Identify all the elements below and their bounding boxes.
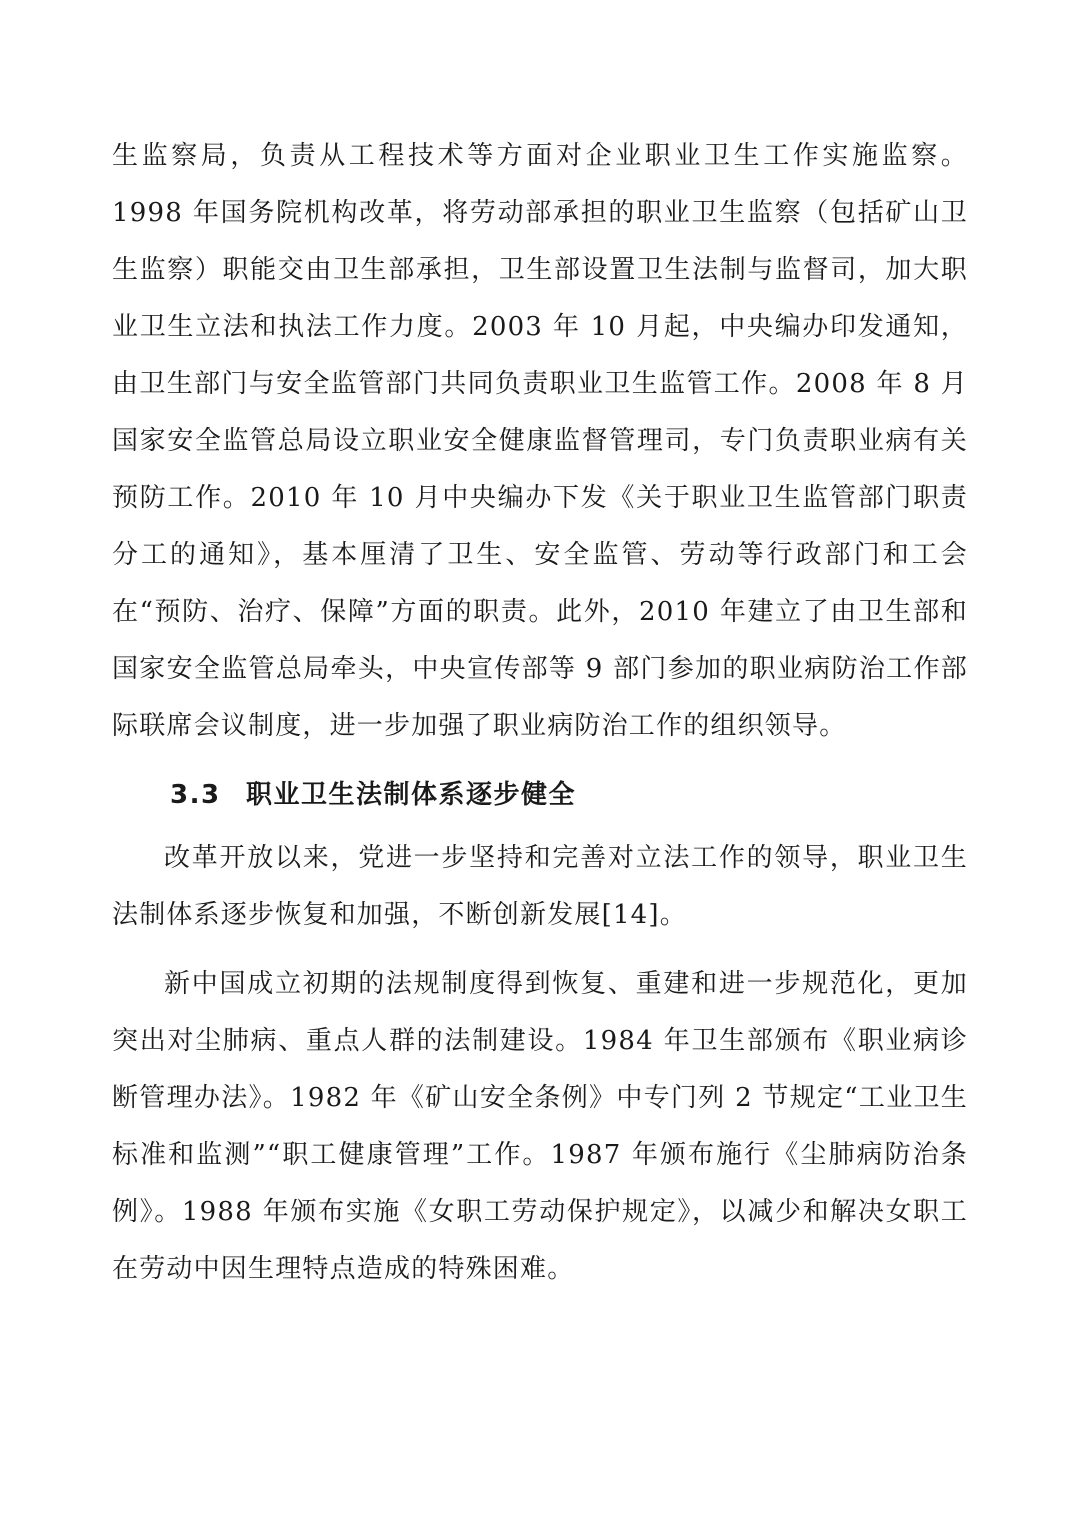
paragraph-continued: 生监察局，负责从工程技术等方面对企业职业卫生工作实施监察。1998 年国务院机构改革，将劳动部承担的职业卫生监察（包括矿山卫生监察）职能交由卫生部承担，卫生部设置卫生法制与监督司，加大职业卫生立法和执法工作力度。2003 年 10 月起，中央编办印发通知，由卫生部门与安全监管部门共同负责职业卫生监管工作。2008 年 8 月国家安全监管总局设立职业安全健康监督管理司，专门负责职业病有关预防工作。2010 年 10 月中央编办下发《关于职业卫生监管部门职责分工的通知》，基本厘清了卫生、安全监管、劳动等行政部门和工会在“预防、治疗、保障”方面的职责。此外，2010 年建立了由卫生部和国家安全监管总局牵头，中央宣传部等 9 部门参加的职业病防治工作部际联席会议制度，进一步加强了职业病防治工作的组织领导。 [112, 141, 968, 741]
paragraph-gap [112, 944, 968, 956]
section-heading [112, 767, 968, 824]
section-number: 3.3 [170, 780, 221, 810]
paragraph-regulations: 新中国成立初期的法规制度得到恢复、重建和进一步规范化，更加突出对尘肺病、重点人群的法制建设。1984 年卫生部颁布《职业病诊断管理办法》。1982 年《矿山安全条例》中专门列 2 节规定“工业卫生标准和监测”“职工健康管理”工作。1987 年颁布施行《尘肺病防治条例》。1988 年颁布实施《女职工劳动保护规定》，以减少和解决女职工在劳动中因生理特点造成的特殊困难。 [112, 969, 968, 1284]
section-title: 职业卫生法制体系逐步健全 [246, 780, 577, 810]
document-page [112, 128, 968, 1298]
paragraph-reform: 改革开放以来，党进一步坚持和完善对立法工作的领导，职业卫生法制体系逐步恢复和加强，不断创新发展[14]。 [112, 843, 968, 930]
